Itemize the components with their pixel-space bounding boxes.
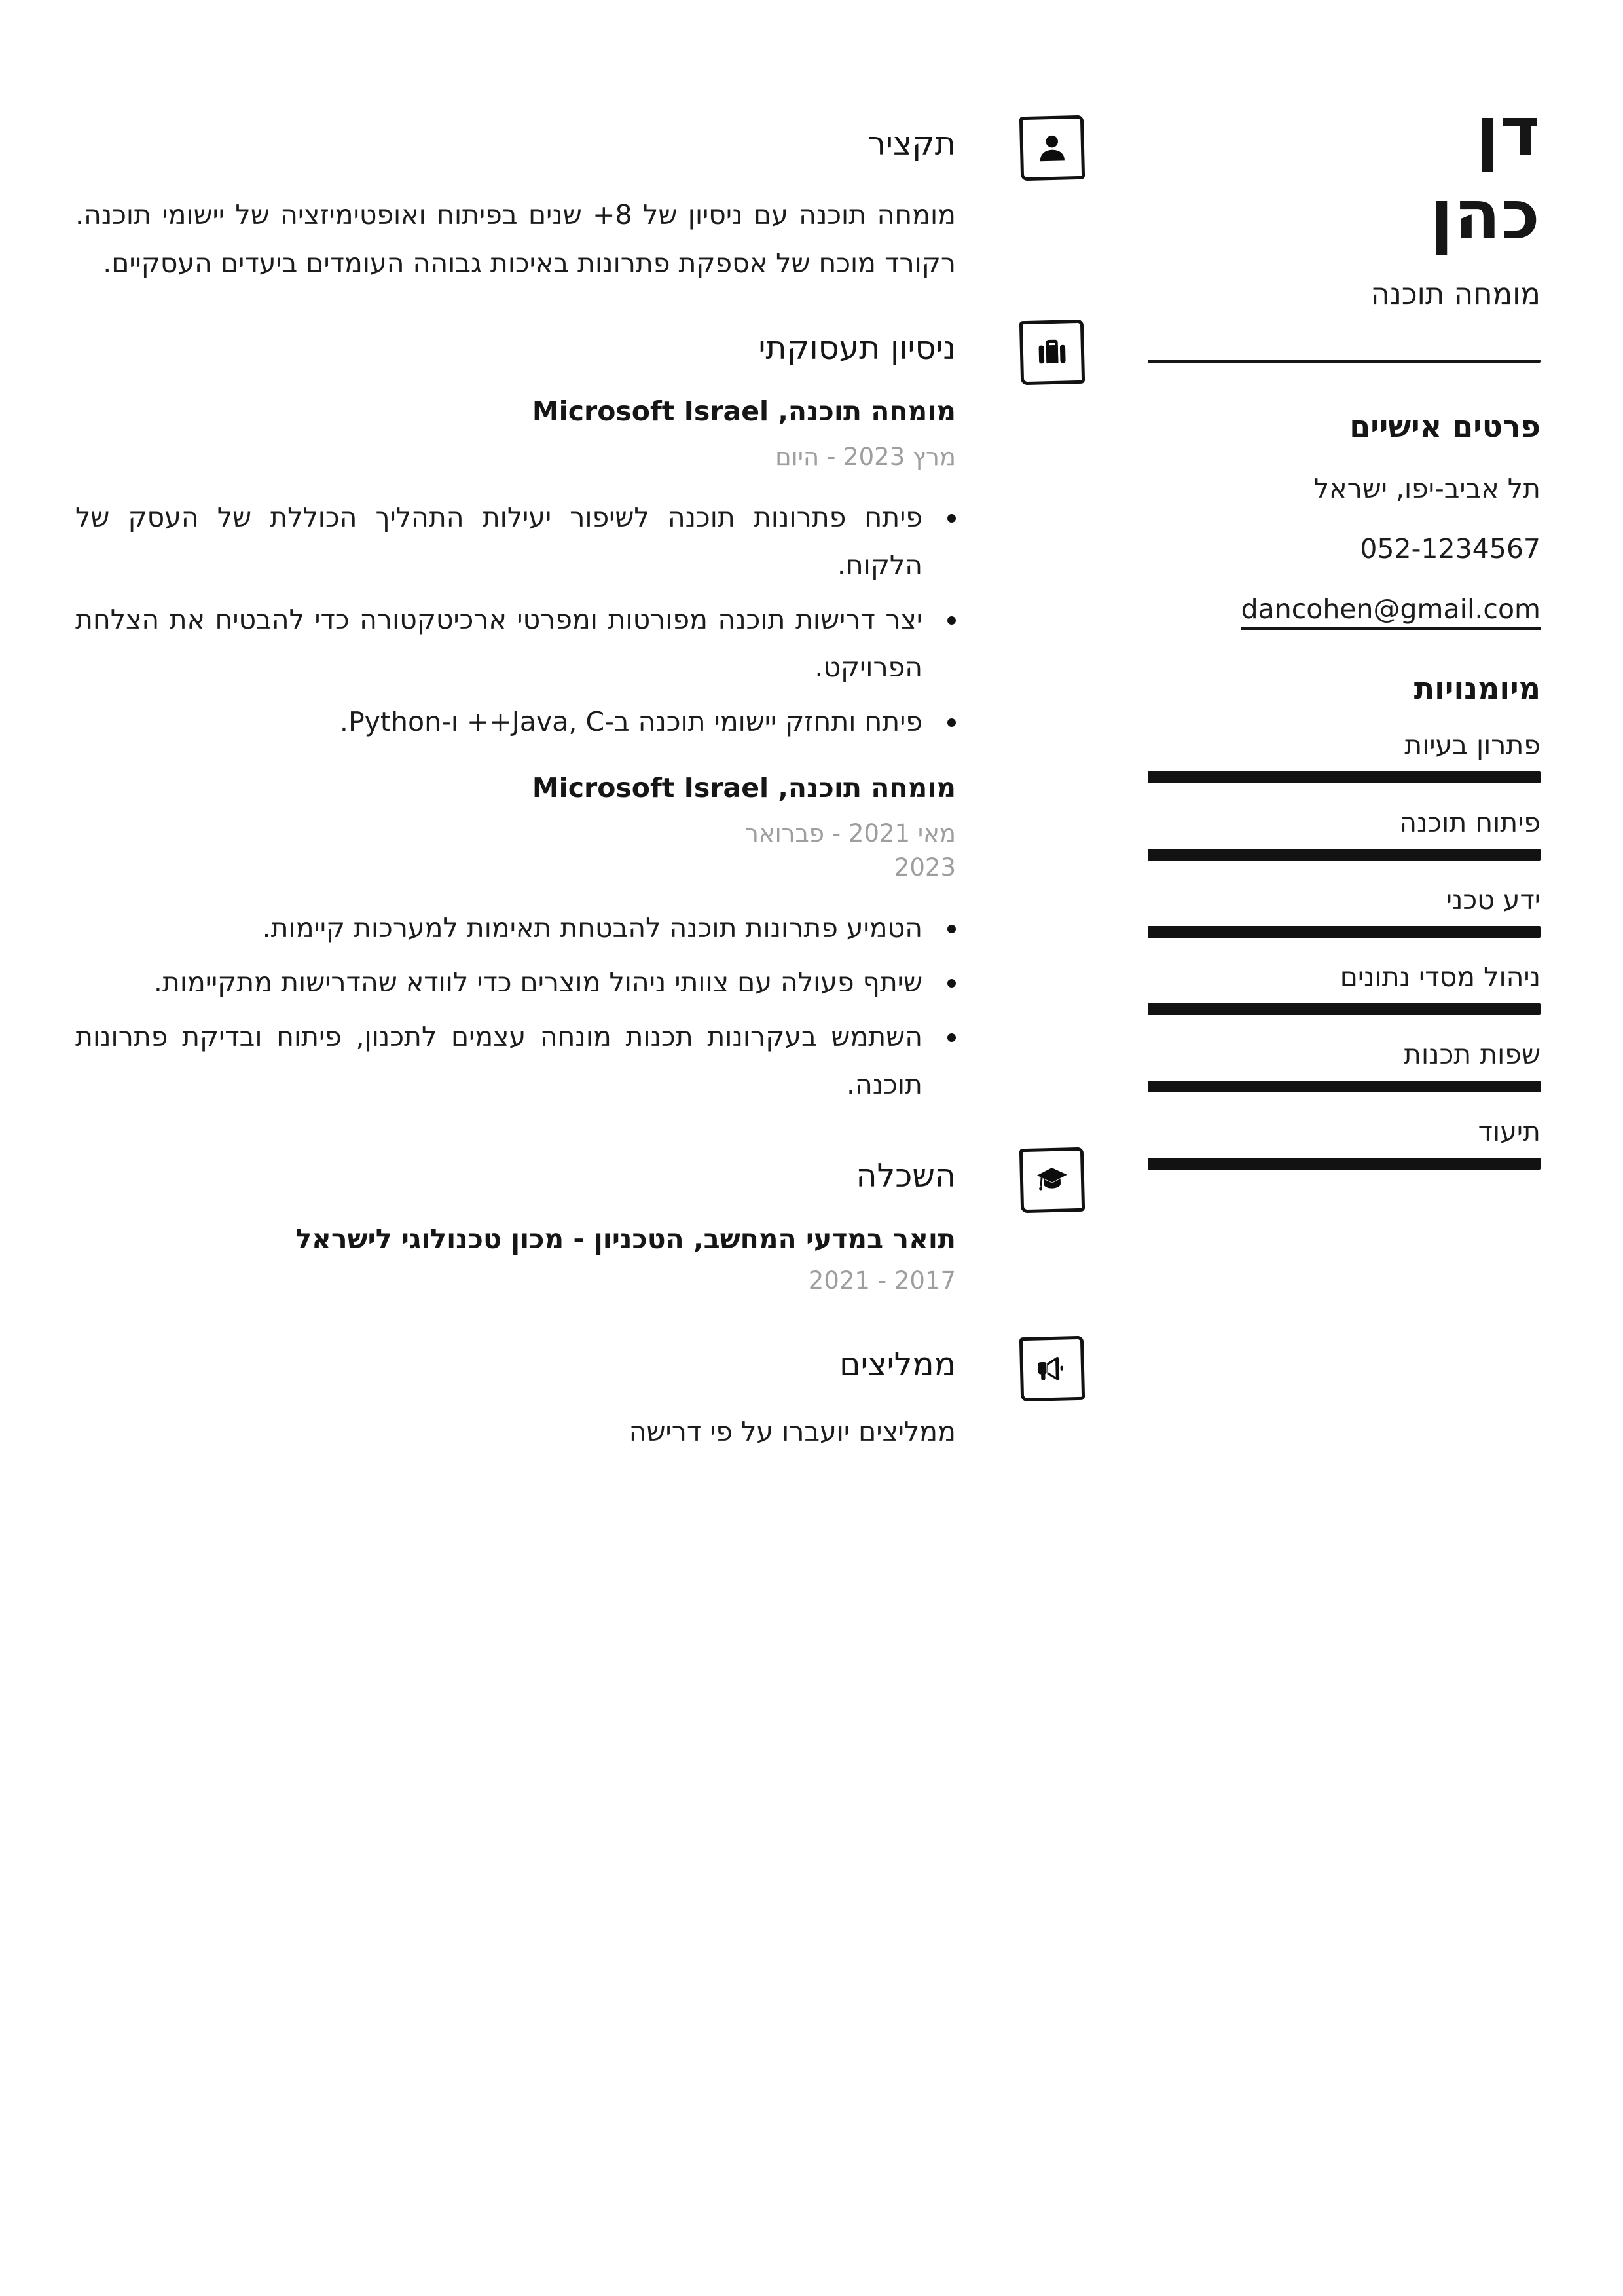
skill-item [1148, 884, 1541, 938]
skill-level-bar [1148, 1003, 1541, 1015]
main-content [75, 98, 956, 1447]
skills-heading: מיומנויות [1413, 670, 1541, 706]
contact-location: תל אביב-יפו, ישראל [1313, 472, 1541, 504]
person-job-title: מומחה תוכנה [1370, 276, 1541, 311]
person-icon [1019, 115, 1085, 180]
skill-level-bar [1148, 849, 1541, 861]
skill-label: ידע טכני [1446, 883, 1541, 916]
bullet-item [75, 596, 956, 692]
person-last-name: כהן [1429, 174, 1541, 255]
bullet-dot [947, 616, 956, 625]
job-title: מומחה תוכנה, Microsoft Israel [532, 396, 956, 428]
references-text: ממליצים יועברו על פי דרישה [629, 1415, 956, 1447]
bullet-text: יצר דרישות תוכנה מפורטות ומפרטי ארכיטקטורה כדי להבטיח את הצלחת הפרויקט. [75, 604, 922, 684]
skill-label: שפות תכנות [1404, 1038, 1541, 1070]
job-entry [75, 396, 956, 746]
bullet-dot [947, 1033, 956, 1042]
skill-item [1148, 730, 1541, 783]
degree-title: תואר במדעי המחשב, הטכניון - מכון טכנולוגי לישראל [295, 1223, 956, 1255]
job-entry [75, 772, 956, 1109]
bullet-item [75, 698, 956, 746]
bullet-dot [947, 514, 956, 523]
skill-item [1148, 1116, 1541, 1170]
bullet-item [75, 1013, 956, 1109]
section-education [75, 1157, 956, 1295]
section-summary [75, 125, 956, 288]
skill-item [1148, 807, 1541, 861]
references-heading: ממליצים [839, 1346, 956, 1384]
education-heading: השכלה [856, 1157, 956, 1195]
contact-phone: 052-1234567 [1360, 532, 1541, 565]
graduation-cap-icon [1019, 1147, 1085, 1213]
bullet-text: הטמיע פתרונות תוכנה להבטחת תאימות למערכות קיימות. [262, 912, 922, 944]
skill-label: פיתוח תוכנה [1399, 806, 1541, 838]
bullet-item [75, 959, 956, 1007]
job-date: מאי 2021 - פברואר 2023 [744, 819, 956, 882]
bullet-text: פיתח פתרונות תוכנה לשיפור יעילות התהליך הכוללת של העסק של הלקוח. [75, 502, 922, 582]
bullet-dot [947, 925, 956, 933]
summary-text: מומחה תוכנה עם ניסיון של 8+ שנים בפיתוח ואופטימיזציה של יישומי תוכנה. רקורד מוכח של אספקת פתרונות באיכות גבוהה העומדים ביעדים העסקיים. [75, 199, 957, 280]
skill-item [1148, 961, 1541, 1015]
job-title: מומחה תוכנה, Microsoft Israel [532, 772, 956, 804]
skill-label: ניהול מסדי נתונים [1340, 961, 1541, 993]
bullet-dot [947, 718, 956, 727]
personal-details-heading: פרטים אישיים [1349, 408, 1541, 444]
skill-level-bar [1148, 926, 1541, 938]
skills-list [1148, 730, 1541, 1170]
skill-level-bar [1148, 1158, 1541, 1170]
sidebar-divider [1148, 360, 1541, 363]
email-link[interactable]: dancohen@gmail.com [1241, 593, 1541, 630]
bullet-text: שיתף פעולה עם צוותי ניהול מוצרים כדי לוודא שהדרישות מתקיימות. [153, 967, 922, 999]
bullet-item [75, 904, 956, 952]
experience-heading: ניסיון תעסוקתי [758, 329, 956, 367]
person-name [1148, 90, 1541, 257]
bullet-dot [947, 979, 956, 988]
section-experience [75, 329, 956, 1109]
person-first-name: דן [1476, 92, 1541, 172]
briefcase-icon [1019, 320, 1085, 385]
skill-label: פתרון בעיות [1404, 729, 1541, 761]
megaphone-icon [1019, 1336, 1085, 1401]
contact-email [1148, 593, 1541, 625]
skill-level-bar [1148, 1081, 1541, 1092]
job-date: מרץ 2023 - היום [775, 443, 956, 472]
skill-item [1148, 1039, 1541, 1092]
skill-label: תיעוד [1478, 1115, 1541, 1147]
job-bullets [75, 494, 956, 746]
bullet-text: פיתח ותחזק יישומי תוכנה ב-Java, C++ ו-Python. [339, 706, 922, 738]
section-references [75, 1346, 956, 1447]
bullet-text: השתמש בעקרונות תכנות מונחה עצמים לתכנון, פיתוח ובדיקת פתרונות תוכנה. [75, 1021, 922, 1101]
education-date: 2017 - 2021 [808, 1267, 956, 1295]
skill-level-bar [1148, 771, 1541, 783]
bullet-item [75, 494, 956, 589]
job-bullets [75, 904, 956, 1109]
sidebar [1148, 90, 1541, 1170]
summary-heading: תקציר [867, 124, 956, 162]
